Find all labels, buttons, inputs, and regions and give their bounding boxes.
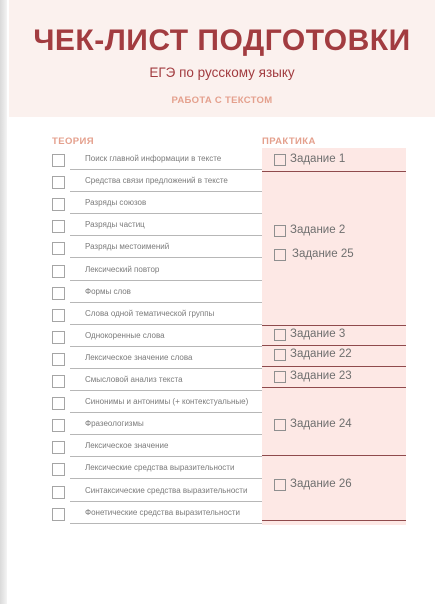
practice-divider xyxy=(262,325,406,326)
row-underline xyxy=(70,280,262,281)
theory-row-label: Разряды местоимений xyxy=(85,242,170,252)
practice-divider xyxy=(262,455,406,456)
theory-row[interactable] xyxy=(50,436,262,458)
checkbox[interactable] xyxy=(274,249,286,261)
theory-row[interactable] xyxy=(50,237,262,259)
row-underline xyxy=(70,478,262,479)
theory-row-label: Слова одной тематической группы xyxy=(85,308,215,318)
theory-row[interactable] xyxy=(50,503,262,525)
practice-item-label: Задание 2 xyxy=(290,224,346,236)
practice-item-label: Задание 23 xyxy=(290,370,352,382)
checkbox[interactable] xyxy=(274,349,286,361)
checkbox[interactable] xyxy=(52,353,65,366)
theory-row[interactable] xyxy=(50,370,262,392)
row-underline xyxy=(70,324,262,325)
practice-divider xyxy=(262,345,406,346)
theory-row[interactable] xyxy=(50,260,262,282)
theory-row-label: Синонимы и антонимы (+ контекстуальные) xyxy=(85,397,249,407)
theory-row-label: Однокоренные слова xyxy=(85,330,165,340)
theory-row[interactable] xyxy=(50,414,262,436)
checkbox[interactable] xyxy=(274,479,286,491)
theory-row-label: Смысловой анализ текста xyxy=(85,375,183,384)
row-underline xyxy=(70,191,262,192)
practice-divider xyxy=(262,171,406,172)
practice-item-label: Задание 3 xyxy=(290,328,346,340)
checkbox[interactable] xyxy=(274,225,286,237)
theory-row[interactable] xyxy=(50,458,262,480)
row-underline xyxy=(70,456,262,457)
row-underline xyxy=(70,235,262,236)
checkbox[interactable] xyxy=(52,309,65,322)
theory-row[interactable] xyxy=(50,326,262,348)
theory-row[interactable] xyxy=(50,392,262,414)
checkbox[interactable] xyxy=(274,371,286,383)
theory-row[interactable] xyxy=(50,215,262,237)
checkbox[interactable] xyxy=(52,331,65,344)
theory-row[interactable] xyxy=(50,149,262,171)
checkbox[interactable] xyxy=(52,397,65,410)
theory-row-label: Разряды частиц xyxy=(85,220,145,230)
page-subtitle: ЕГЭ по русскому языку xyxy=(149,65,295,80)
checkbox[interactable] xyxy=(52,265,65,278)
row-underline xyxy=(70,412,262,413)
theory-row-label: Фразеологизмы xyxy=(85,419,144,429)
checkbox[interactable] xyxy=(52,419,65,432)
theory-row-label: Разряды союзов xyxy=(85,198,147,208)
checkbox[interactable] xyxy=(52,486,65,499)
practice-item-label: Задание 24 xyxy=(290,418,352,430)
practice-column-heading: ПРАКТИКА xyxy=(262,136,316,147)
theory-row-label: Лексическое значение слова xyxy=(85,352,193,362)
practice-item-label: Задание 22 xyxy=(290,348,352,360)
practice-divider xyxy=(262,387,406,388)
theory-row-label: Лексические средства выразительности xyxy=(85,463,235,473)
practice-item-label: Задание 26 xyxy=(290,478,352,490)
practice-divider xyxy=(262,366,406,367)
row-underline xyxy=(70,257,262,258)
practice-divider xyxy=(262,520,406,521)
page-edge xyxy=(0,0,7,604)
theory-row-label: Лексическое значение xyxy=(85,441,169,451)
theory-row[interactable] xyxy=(50,481,262,503)
practice-item-label: Задание 25 xyxy=(292,248,354,260)
row-underline xyxy=(70,368,262,369)
theory-column-heading: ТЕОРИЯ xyxy=(52,136,94,147)
row-underline xyxy=(70,346,262,347)
theory-row-label: Формы слов xyxy=(85,286,131,296)
row-underline xyxy=(70,390,262,391)
theory-row[interactable] xyxy=(50,304,262,326)
theory-row-label: Синтаксические средства выразительности xyxy=(85,485,248,495)
theory-row-label: Поиск главной информации в тексте xyxy=(85,154,222,163)
checkbox[interactable] xyxy=(52,375,65,388)
theory-row-label: Средства связи предложений в тексте xyxy=(85,176,228,186)
checkbox[interactable] xyxy=(52,441,65,454)
checkbox[interactable] xyxy=(274,419,286,431)
row-underline xyxy=(70,302,262,303)
row-underline xyxy=(70,501,262,502)
row-underline xyxy=(70,523,262,524)
theory-row[interactable] xyxy=(50,193,262,215)
page-title: ЧЕК-ЛИСТ ПОДГОТОВКИ xyxy=(33,24,411,57)
theory-row[interactable] xyxy=(50,282,262,304)
checkbox[interactable] xyxy=(274,329,286,341)
checkbox[interactable] xyxy=(52,198,65,211)
row-underline xyxy=(70,213,262,214)
checkbox[interactable] xyxy=(52,463,65,476)
row-underline xyxy=(70,169,262,170)
theory-row[interactable] xyxy=(50,171,262,193)
section-heading: РАБОТА С ТЕКСТОМ xyxy=(171,95,273,106)
theory-row-label: Фонетические средства выразительности xyxy=(85,507,240,517)
checkbox[interactable] xyxy=(52,176,65,189)
theory-row-label: Лексический повтор xyxy=(85,264,160,274)
row-underline xyxy=(70,434,262,435)
theory-row[interactable] xyxy=(50,348,262,370)
checkbox[interactable] xyxy=(52,154,65,167)
checkbox[interactable] xyxy=(274,154,286,166)
checkbox[interactable] xyxy=(52,242,65,255)
checkbox[interactable] xyxy=(52,508,65,521)
checkbox[interactable] xyxy=(52,287,65,300)
checkbox[interactable] xyxy=(52,220,65,233)
practice-item-label: Задание 1 xyxy=(290,153,346,165)
